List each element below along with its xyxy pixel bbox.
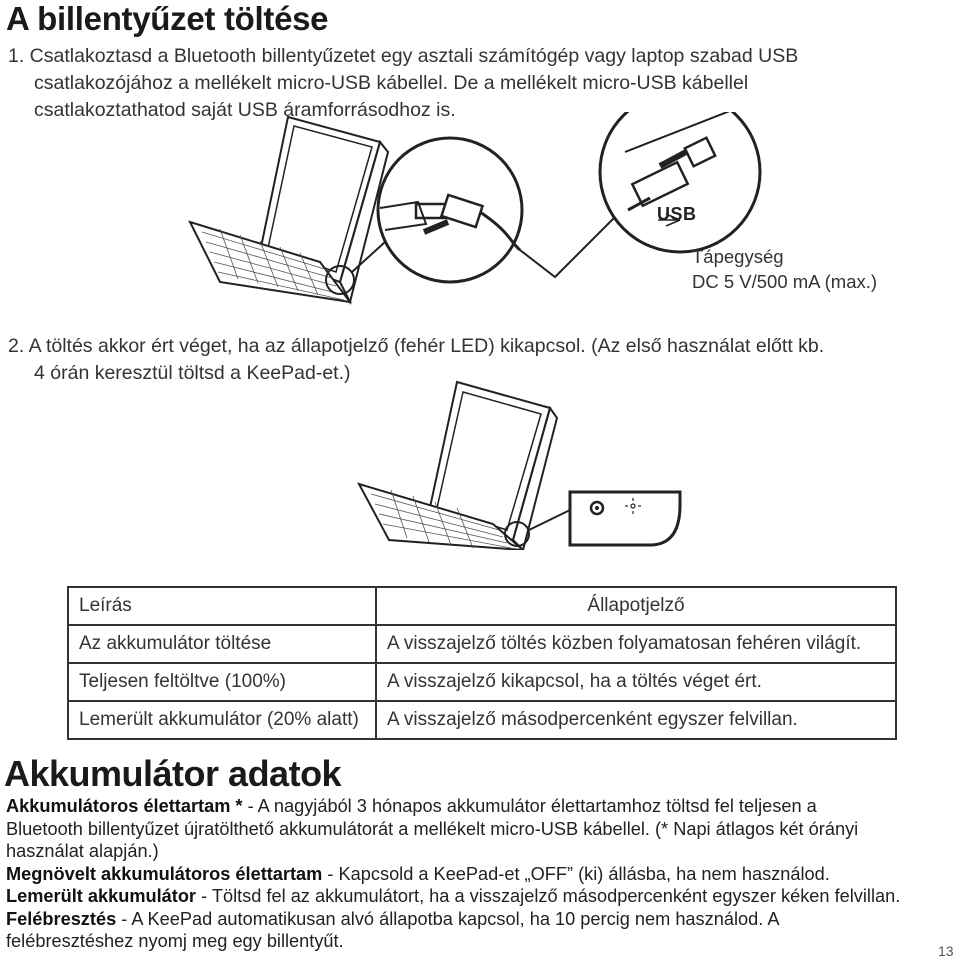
step-1-line-3: csatlakoztathatod saját USB áramforrásodhoz is. <box>34 99 456 121</box>
status-led-illustration <box>345 380 685 550</box>
battery-life-label: Akkumulátoros élettartam * <box>6 796 243 816</box>
micro-usb-zoom <box>378 138 522 282</box>
table-cell: Az akkumulátor töltése <box>68 625 376 663</box>
extended-life-text: - Kapcsold a KeePad-et „OFF” (ki) állásba, ha nem használod. <box>322 863 830 884</box>
wake-text-2: felébresztéshez nyomj meg egy billentyűt. <box>6 931 344 951</box>
wake-paragraph <box>6 908 951 953</box>
usb-port-zoom <box>600 112 760 252</box>
table-header-description: Leírás <box>68 587 376 625</box>
table-cell: A visszajelző másodpercenként egyszer felvillan. <box>376 701 896 739</box>
step-1-line-2: csatlakozójához a mellékelt micro-USB kábellel. De a mellékelt micro-USB kábellel <box>34 72 749 94</box>
battery-heading: Akkumulátor adatok <box>4 753 342 794</box>
table-cell: Teljesen feltöltve (100%) <box>68 663 376 701</box>
wake-text: - A KeePad automatikusan alvó állapotba kapcsol, ha 10 percig nem használod. A <box>116 908 780 929</box>
table-row <box>68 625 896 663</box>
power-supply-spec: DC 5 V/500 mA (max.) <box>692 271 878 292</box>
usb-label: USB <box>657 204 697 224</box>
step-2-line-2: 4 órán keresztül töltsd a KeePad-et.) <box>34 362 351 384</box>
led-zoom <box>570 492 680 545</box>
status-table <box>67 586 897 740</box>
table-row <box>68 663 896 701</box>
low-battery-paragraph <box>6 885 951 908</box>
low-battery-label: Lemerült akkumulátor <box>6 886 197 906</box>
table-cell: Lemerült akkumulátor (20% alatt) <box>68 701 376 739</box>
extended-life-label: Megnövelt akkumulátoros élettartam <box>6 863 323 884</box>
table-cell: A visszajelző töltés közben folyamatosan fehéren világít. <box>376 625 896 663</box>
step-1-line-1: 1. Csatlakoztasd a Bluetooth billentyűzetet egy asztali számítógép vagy laptop szabad USB <box>8 45 799 67</box>
table-row <box>68 701 896 739</box>
wake-label: Felébresztés <box>6 908 117 929</box>
battery-life-text-2: Bluetooth billentyűzet újratölthető akkumulátorát a mellékelt micro-USB kábellel. (* Napi átlagos két órányi <box>6 818 859 839</box>
tablet-keyboard-case <box>359 382 570 550</box>
low-battery-text: - Töltsd fel az akkumulátort, ha a visszajelző másodpercenként egyszer kéken felvillan. <box>196 886 901 906</box>
step-2-line-1: 2. A töltés akkor ért véget, ha az állapotjelző (fehér LED) kikapcsol. (Az első használat előtt kb. <box>8 335 825 357</box>
table-header-indicator: Állapotjelző <box>376 587 896 625</box>
power-supply-label: Tápegység <box>692 246 784 267</box>
table-cell: A visszajelző kikapcsol, ha a töltés véget ért. <box>376 663 896 701</box>
extended-life-paragraph <box>6 863 951 886</box>
page-number: 13 <box>938 943 954 959</box>
battery-life-text-3: használat alapján.) <box>6 841 159 861</box>
table-header-row <box>68 587 896 625</box>
battery-life-paragraph <box>6 795 951 863</box>
page-title: A billentyűzet töltése <box>6 0 329 37</box>
step-2-text <box>8 333 948 387</box>
tablet-keyboard-case <box>190 117 388 302</box>
battery-info <box>6 795 951 953</box>
battery-life-text: - A nagyjából 3 hónapos akkumulátor élettartamhoz töltsd fel teljesen a <box>242 796 817 816</box>
